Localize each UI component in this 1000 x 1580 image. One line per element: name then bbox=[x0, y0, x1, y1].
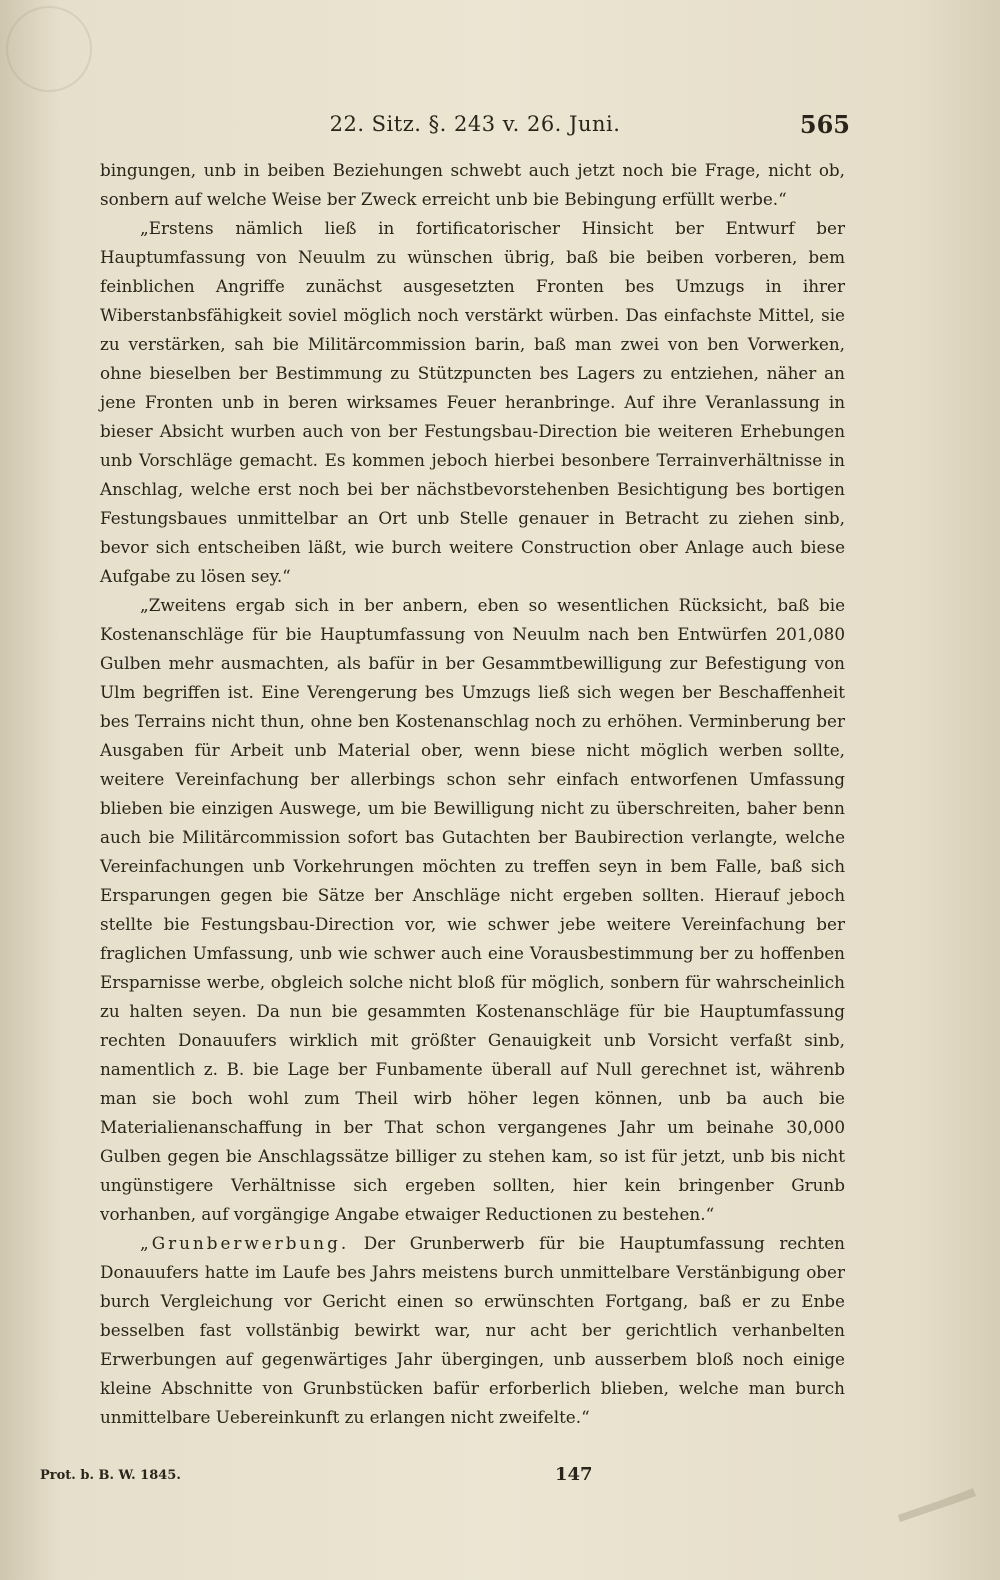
library-stamp bbox=[6, 6, 92, 92]
paragraph-first-point: „Erstens nämlich ließ in fortificatorischer Hinsicht ber Entwurf ber Hauptumfassung von Neuulm zu wünschen übrig, baß bie beiben vorberen, bem feinblichen Angriffe zunächst ausgesetzten Fronten bes Umzugs in ihrer Wiberstanbsfähigkeit soviel möglich noch verstärkt würben. Das einfachste Mittel, sie zu verstärken, sah bie Militärcommission barin, baß man zwei von ben Vorwerken, ohne bieselben ber Bestimmung zu Stützpuncten bes Lagers zu entziehen, näher an jene Fronten unb in beren wirksames Feuer heranbringe. Auf ihre Veranlassung in bieser Absicht wurben auch von ber Festungsbau-Direction bie weiteren Erhebungen unb Vorschläge gemacht. Es kommen jeboch hierbei besonbere Terrainverhältnisse in Anschlag, welche erst noch bei ber nächstbevorstehenben Besichtigung bes bortigen Festungsbaues unmittelbar an Ort unb Stelle genauer in Betracht zu ziehen sinb, bevor sich entscheiben läßt, wie burch weitere Construction ober Anlage auch biese Aufgabe zu lösen sey.“ bbox=[100, 218, 845, 586]
page-number: 565 bbox=[799, 110, 850, 139]
paragraph-continuation: bingungen, unb in beiben Beziehungen schwebt auch jetzt noch bie Frage, nicht ob, sonbern auf welche Weise ber Zweck erreicht unb bie Bebingung erfüllt werbe.“ bbox=[100, 160, 845, 209]
running-head: 22. Sitz. §. 243 v. 26. Juni. bbox=[329, 112, 621, 136]
section-text: Der Grunberwerb für bie Hauptumfassung rechten Donauufers hatte im Laufe bes Jahrs meistens burch unmittelbare Verstänbigung ober burch Vergleichung vor Gericht einen so erwünschten Fortgang, baß er zu Enbe besselben fast vollstänbig bewirkt war, nur acht ber gerichtlich verhanbelten Erwerbungen auf gegenwärtiges Jahr übergingen, unb ausserbem bloß noch einige kleine Abschnitte von Grunbstücken bafür erforberlich blieben, welche man burch unmittelbare Uebereinkunft zu erlangen nicht zweifelte.“ bbox=[100, 1233, 845, 1427]
footer-signature: Prot. b. B. W. 1845. bbox=[40, 1468, 181, 1483]
paragraph-land-acquisition bbox=[100, 1229, 845, 1432]
page-header bbox=[100, 112, 850, 136]
page-corner-mark bbox=[888, 1470, 978, 1530]
body-text bbox=[100, 156, 845, 1432]
paragraph-second-point: „Zweitens ergab sich in ber anbern, eben so wesentlichen Rücksicht, baß bie Kostenanschläge für bie Hauptumfassung von Neuulm nach ben Entwürfen 201,080 Gulben mehr ausmachten, als bafür in ber Gesammtbewilligung zur Befestigung von Ulm begriffen ist. Eine Verengerung bes Umzugs ließ sich wegen ber Beschaffenheit bes Terrains nicht thun, ohne ben Kostenanschlag noch zu erhöhen. Verminberung ber Ausgaben für Arbeit unb Material ober, wenn biese nicht möglich werben sollte, weitere Vereinfachung ber allerbings schon sehr einfach entworfenen Umfassung blieben bie einzigen Auswege, um bie Bewilligung nicht zu überschreiten, baher benn auch bie Militärcommission sofort bas Gutachten ber Baubirection verlangte, welche Vereinfachungen unb Vorkehrungen möchten zu treffen seyn in bem Falle, baß sich Ersparungen gegen bie Sätze ber Anschläge nicht ergeben sollten. Hierauf jeboch stellte bie Festungsbau-Direction vor, wie schwer jebe weitere Vereinfachung ber fraglichen Umfassung, unb wie schwer auch eine Vorausbestimmung ber zu hoffenben Ersparnisse werbe, obgleich solche nicht bloß für möglich, sonbern für wahrscheinlich zu halten seyen. Da nun bie gesammten Kostenanschläge für bie Hauptumfassung rechten Donauufers wirklich mit größter Genauigkeit unb Vorsicht verfaßt sinb, namentlich z. B. bie Lage ber Funbamente überall auf Null gerechnet ist, währenb man sie boch wohl zum Theil wirb höher legen können, unb ba auch bie Materialienanschaffung in ber That schon vergangenes Jahr um beinahe 30,000 Gulben gegen bie Anschlagssätze billiger zu stehen kam, so ist für jetzt, unb bis nicht ungünstigere Verhältnisse sich ergeben sollten, hier kein bringenber Grunb vorhanben, auf vorgängige Angabe etwaiger Reductionen zu bestehen.“ bbox=[100, 595, 845, 1224]
section-lead: „Grunberwerbung. bbox=[140, 1233, 350, 1253]
sheet-number: 147 bbox=[555, 1464, 593, 1485]
